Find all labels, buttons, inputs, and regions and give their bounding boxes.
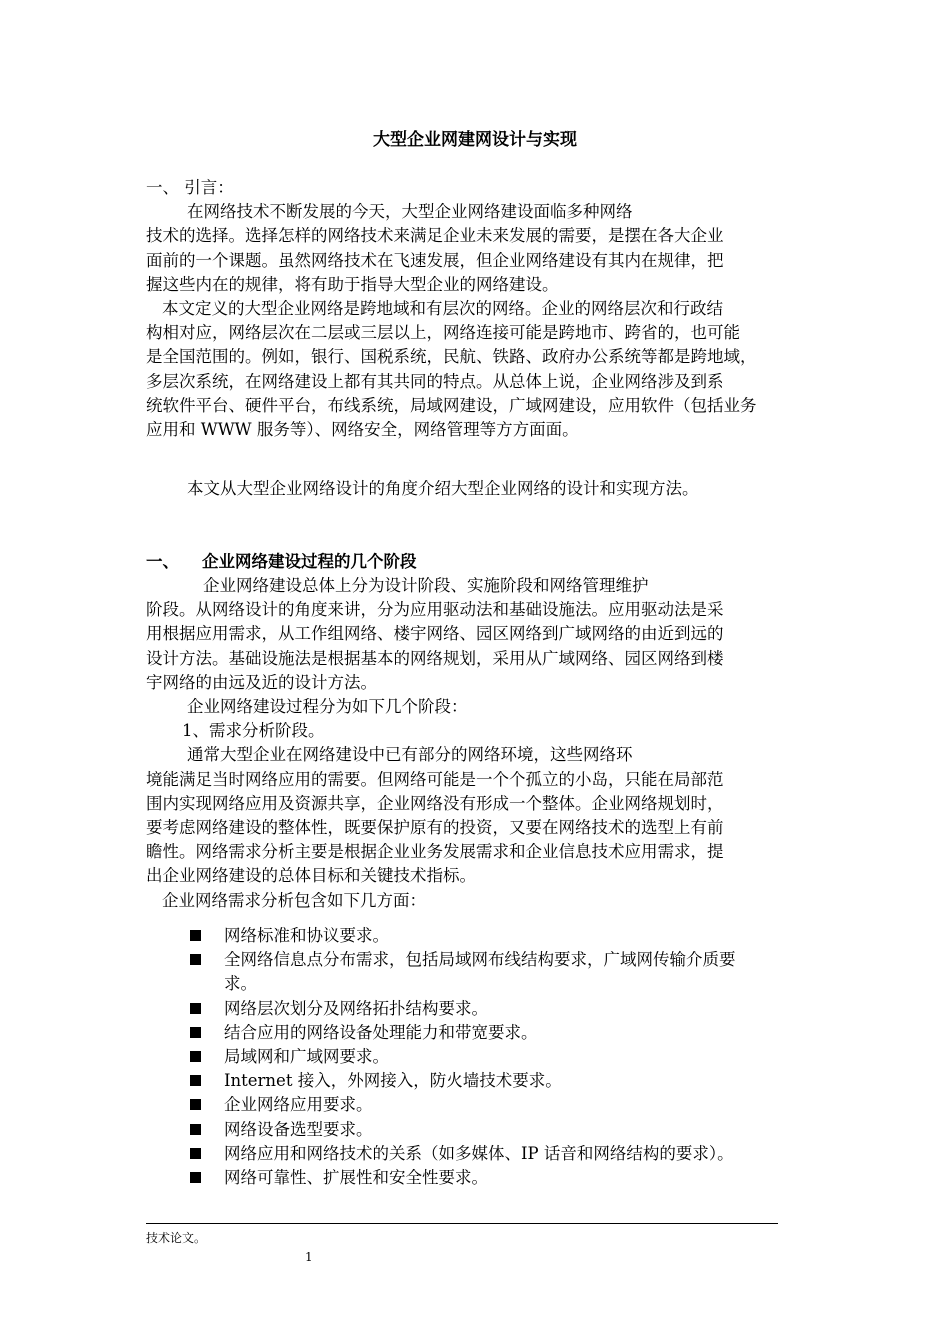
intro-p3: [146, 477, 810, 501]
list-item: [190, 1021, 810, 1045]
section1-p1-line: 设计方法。基础设施法是根据基本的网络规划，采用从广域网络、园区网络到楼: [146, 648, 724, 668]
bullet-square-icon: [190, 1051, 201, 1062]
page-number: 1: [305, 1250, 313, 1264]
list-item: [190, 1093, 810, 1117]
list-item-text: 网络可靠性、扩展性和安全性要求。: [224, 1168, 488, 1188]
intro-p2-line: 统软件平台、硬件平台，布线系统，局域网建设，广域网建设，应用软件（包括业务: [146, 395, 757, 415]
document-title: 大型企业网建网设计与实现: [373, 130, 577, 150]
section1-p2: 企业网络建设过程分为如下几个阶段：: [187, 697, 468, 717]
section1-body: [146, 574, 810, 913]
list-item-text: 网络层次划分及网络拓扑结构要求。: [224, 998, 488, 1018]
bullet-square-icon: [190, 1124, 201, 1135]
section1-p4-line: 瞻性。网络需求分析主要是根据企业业务发展需求和企业信息技术应用需求，提: [146, 842, 724, 862]
requirements-list: [190, 924, 810, 1190]
list-item: [190, 1045, 810, 1069]
list-item: [190, 1142, 810, 1166]
section1-p3: 1、需求分析阶段。: [182, 721, 325, 741]
section1-heading: [146, 550, 417, 574]
list-item: [190, 948, 810, 996]
footnote-divider: [146, 1223, 778, 1224]
section1-p4-line: 要考虑网络建设的整体性，既要保护原有的投资，又要在网络技术的选型上有前: [146, 818, 724, 838]
bullet-square-icon: [190, 1075, 201, 1086]
list-item-text: 全网络信息点分布需求，包括局域网布线结构要求，广域网传输介质要: [224, 950, 736, 970]
section1-p1-line: 阶段。从网络设计的角度来讲，分为应用驱动法和基础设施法。应用驱动法是采: [146, 600, 724, 620]
intro-p1-line: 技术的选择。选择怎样的网络技术来满足企业未来发展的需要，是摆在各大企业: [146, 226, 724, 246]
list-item-text: 网络应用和网络技术的关系（如多媒体、IP 话音和网络结构的要求）。: [224, 1143, 734, 1163]
list-item-text: 网络标准和协议要求。: [224, 926, 389, 945]
section1-p4-line: 境能满足当时网络应用的需要。但网络可能是一个个孤立的小岛，只能在局部范: [146, 769, 724, 789]
bullet-square-icon: [190, 1099, 201, 1110]
section1-p1-line: 企业网络建设总体上分为设计阶段、实施阶段和网络管理维护: [203, 576, 649, 595]
intro-p3-line: 本文从大型企业网络设计的角度介绍大型企业网络的设计和实现方法。: [187, 479, 699, 498]
intro-section: [146, 176, 810, 442]
intro-p1-line: 握这些内在的规律，将有助于指导大型企业的网络建设。: [146, 274, 559, 294]
intro-p1-line: 在网络技术不断发展的今天，大型企业网络建设面临多种网络: [187, 202, 633, 222]
section1-number: 一、: [146, 552, 179, 571]
list-item: [190, 1118, 810, 1142]
list-item: [190, 997, 810, 1021]
section1-p4-line: 出企业网络建设的总体目标和关键技术指标。: [146, 866, 476, 886]
list-item-text: 企业网络应用要求。: [224, 1095, 373, 1115]
intro-heading: 一、 引言：: [146, 178, 234, 197]
intro-p2-line: 是全国范围的。例如，银行、国税系统，民航、铁路、政府办公系统等都是跨地域，: [146, 347, 757, 367]
list-item-text: Internet 接入，外网接入，防火墙技术要求。: [224, 1071, 562, 1091]
intro-p2-line: 多层次系统，在网络建设上都有其共同的特点。从总体上说，企业网络涉及到系: [146, 371, 724, 391]
section1-p4-line: 围内实现网络应用及资源共享，企业网络没有形成一个整体。企业网络规划时，: [146, 793, 724, 813]
bullet-square-icon: [190, 954, 201, 965]
intro-p1-line: 面前的一个课题。虽然网络技术在飞速发展，但企业网络建设有其内在规律，把: [146, 250, 724, 270]
section1-p4-line: 通常大型企业在网络建设中已有部分的网络环境，这些网络环: [187, 745, 633, 765]
intro-p2-line: 本文定义的大型企业网络是跨地域和有层次的网络。企业的网络层次和行政结: [162, 299, 723, 319]
list-item: [190, 1166, 810, 1190]
list-item-text-continued: 求。: [224, 974, 257, 994]
list-item: [190, 1069, 810, 1093]
bullet-square-icon: [190, 930, 201, 941]
list-item: [190, 924, 810, 948]
bullet-square-icon: [190, 1003, 201, 1014]
section1-title: 企业网络建设过程的几个阶段: [202, 552, 417, 571]
intro-p2-line: 应用和 WWW 服务等）、网络安全，网络管理等方方面面。: [146, 420, 579, 440]
section1-p1-line: 用根据应用需求，从工作组网络、楼宇网络、园区网络到广域网络的由近到远的: [146, 624, 724, 644]
bullet-square-icon: [190, 1148, 201, 1159]
section1-p5: 企业网络需求分析包含如下几方面：: [162, 890, 426, 910]
bullet-square-icon: [190, 1027, 201, 1038]
intro-p2-line: 构相对应，网络层次在二层或三层以上，网络连接可能是跨地市、跨省的，也可能: [146, 323, 740, 343]
list-item-text: 结合应用的网络设备处理能力和带宽要求。: [224, 1022, 538, 1042]
bullet-square-icon: [190, 1172, 201, 1183]
section1-p1-line: 宇网络的由远及近的设计方法。: [146, 672, 377, 692]
footnote-text: 技术论文。: [146, 1231, 207, 1245]
list-item-text: 网络设备选型要求。: [224, 1119, 373, 1139]
list-item-text: 局域网和广域网要求。: [224, 1047, 389, 1067]
